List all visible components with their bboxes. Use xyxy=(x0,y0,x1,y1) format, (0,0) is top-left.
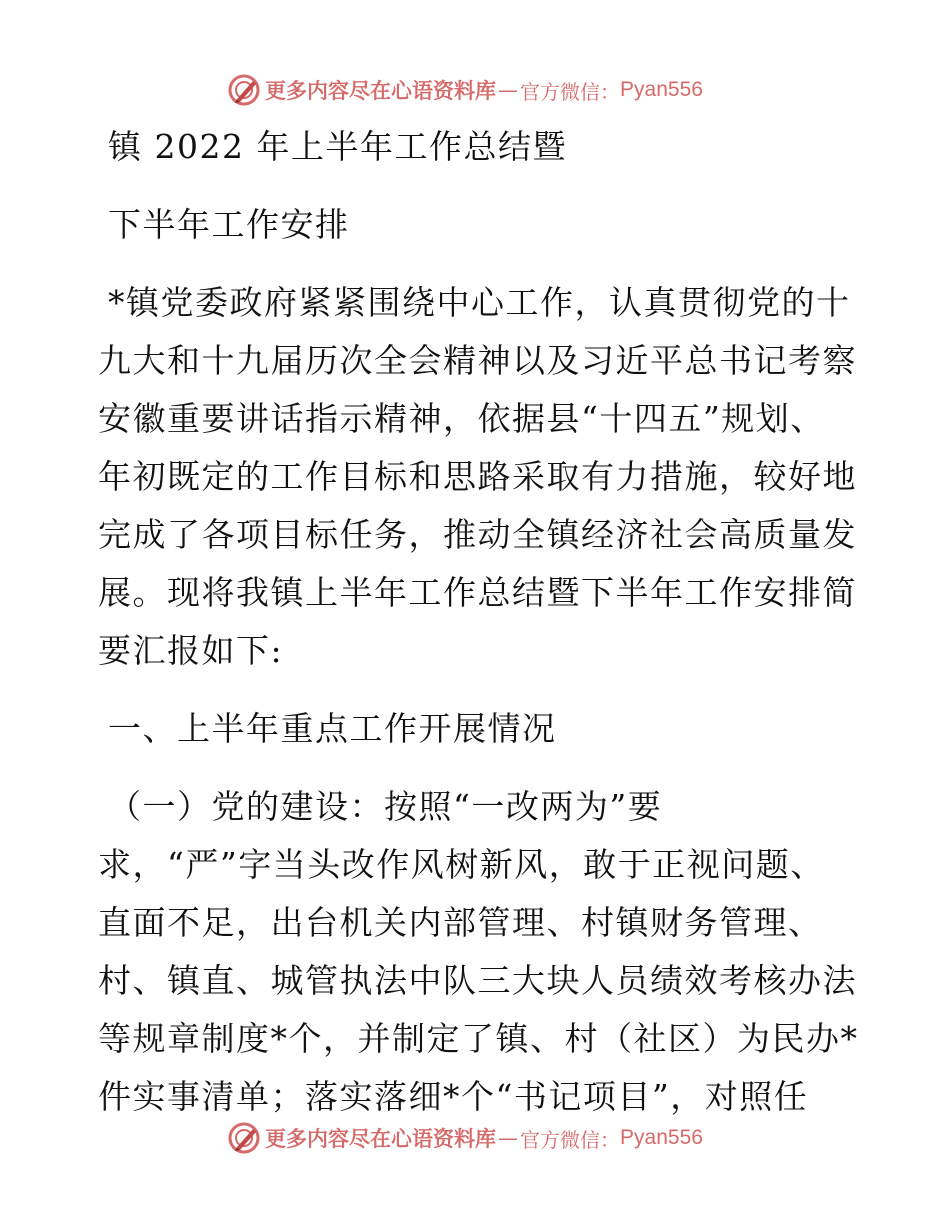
pen-logo-icon xyxy=(227,73,261,107)
watermark-wechat-id: Pyan556 xyxy=(620,1126,703,1149)
paragraph-line: 九大和十九届历次全会精神以及习近平总书记考察 xyxy=(98,341,857,380)
document-title-line-2: 下半年工作安排 xyxy=(108,205,350,244)
paragraph-line: *镇党委政府紧紧围绕中心工作，认真贯彻党的十 xyxy=(108,283,851,322)
subsection-heading: （一）党的建设：按照“一改两为”要 xyxy=(108,787,663,826)
paragraph-line: 完成了各项目标任务，推动全镇经济社会高质量发 xyxy=(98,515,857,554)
watermark-text: 更多内容尽在心语资料库 xyxy=(265,1127,497,1151)
paragraph-line: 要汇报如下: xyxy=(98,631,284,670)
watermark-wechat-label: 官方微信： xyxy=(520,79,621,104)
paragraph-line: 村、镇直、城管执法中队三大块人员绩效考核办法 xyxy=(98,961,857,1000)
section-heading: 一、上半年重点工作开展情况 xyxy=(108,709,557,748)
paragraph-line: 年初既定的工作目标和思路采取有力措施，较好地 xyxy=(98,457,857,496)
watermark-banner-top xyxy=(0,70,950,110)
document-body xyxy=(98,118,858,1126)
intro-paragraph xyxy=(98,274,858,680)
document-title-line-1: 镇 2022 年上半年工作总结暨 xyxy=(108,127,567,166)
watermark-text: 更多内容尽在心语资料库 xyxy=(265,79,497,103)
paragraph-line: 求，“严”字当头改作风树新风，敢于正视问题、 xyxy=(98,845,825,884)
paragraph-line: 展。现将我镇上半年工作总结暨下半年工作安排简 xyxy=(98,573,857,612)
paragraph-line: 件实事清单；落实落细*个“书记项目”，对照任 xyxy=(98,1077,809,1116)
watermark-wechat-id: Pyan556 xyxy=(620,78,703,101)
paragraph-line: 直面不足，出台机关内部管理、村镇财务管理、 xyxy=(98,903,823,942)
watermark-banner-bottom xyxy=(0,1118,950,1158)
paragraph-line: 等规章制度*个，并制定了镇、村（社区）为民办* xyxy=(98,1019,859,1058)
watermark-separator: — xyxy=(498,1126,519,1150)
watermark-wechat-label: 官方微信： xyxy=(520,1127,621,1152)
subsection-paragraph xyxy=(98,778,858,1126)
paragraph-line: 安徽重要讲话指示精神，依据县“十四五”规划、 xyxy=(98,399,825,438)
pen-logo-icon xyxy=(227,1121,261,1155)
watermark-separator: — xyxy=(498,78,519,102)
